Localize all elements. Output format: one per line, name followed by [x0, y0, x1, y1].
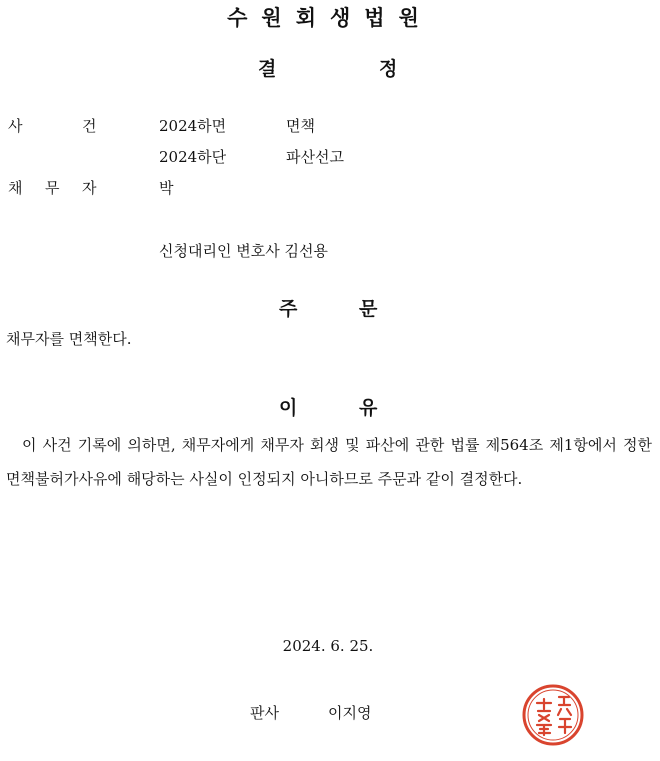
debtor-label-1: 채 — [8, 179, 23, 197]
order-heading-right: 문 — [359, 298, 378, 320]
case-label-second: 건 — [82, 117, 97, 135]
case-type-2: 파산선고 — [286, 148, 344, 166]
judge-name: 이지영 — [328, 704, 372, 722]
case-number-1: 2024하면 — [159, 117, 227, 135]
debtor-name: 박 — [159, 179, 174, 197]
decision-date: 2024. 6. 25. — [282, 637, 374, 655]
debtor-label-3: 자 — [82, 179, 97, 197]
judge-seal-icon — [521, 683, 585, 747]
case-type-1: 면책 — [286, 117, 315, 135]
reason-heading-left: 이 — [279, 397, 298, 419]
reason-text: 이 사건 기록에 의하면, 채무자에게 채무자 회생 및 파산에 관한 법률 제564조 제1항에서 정한 면책불허가사유에 해당하는 사실이 인정되지 아니하므로 주문과 같이 결정한다. — [6, 436, 652, 488]
agent-line: 신청대리인 변호사 김선용 — [159, 242, 328, 260]
order-heading-left: 주 — [279, 298, 298, 320]
debtor-label-2: 무 — [45, 179, 60, 197]
reason-heading-right: 유 — [359, 397, 378, 419]
judge-label: 판사 — [250, 704, 279, 722]
decision-heading-left: 결 — [258, 58, 277, 80]
case-label-first: 사 — [8, 117, 23, 135]
court-title: 수원회생법원 — [227, 6, 433, 30]
decision-heading-right: 정 — [379, 58, 398, 80]
order-text: 채무자를 면책한다. — [6, 330, 132, 348]
case-number-2: 2024하단 — [159, 148, 227, 166]
